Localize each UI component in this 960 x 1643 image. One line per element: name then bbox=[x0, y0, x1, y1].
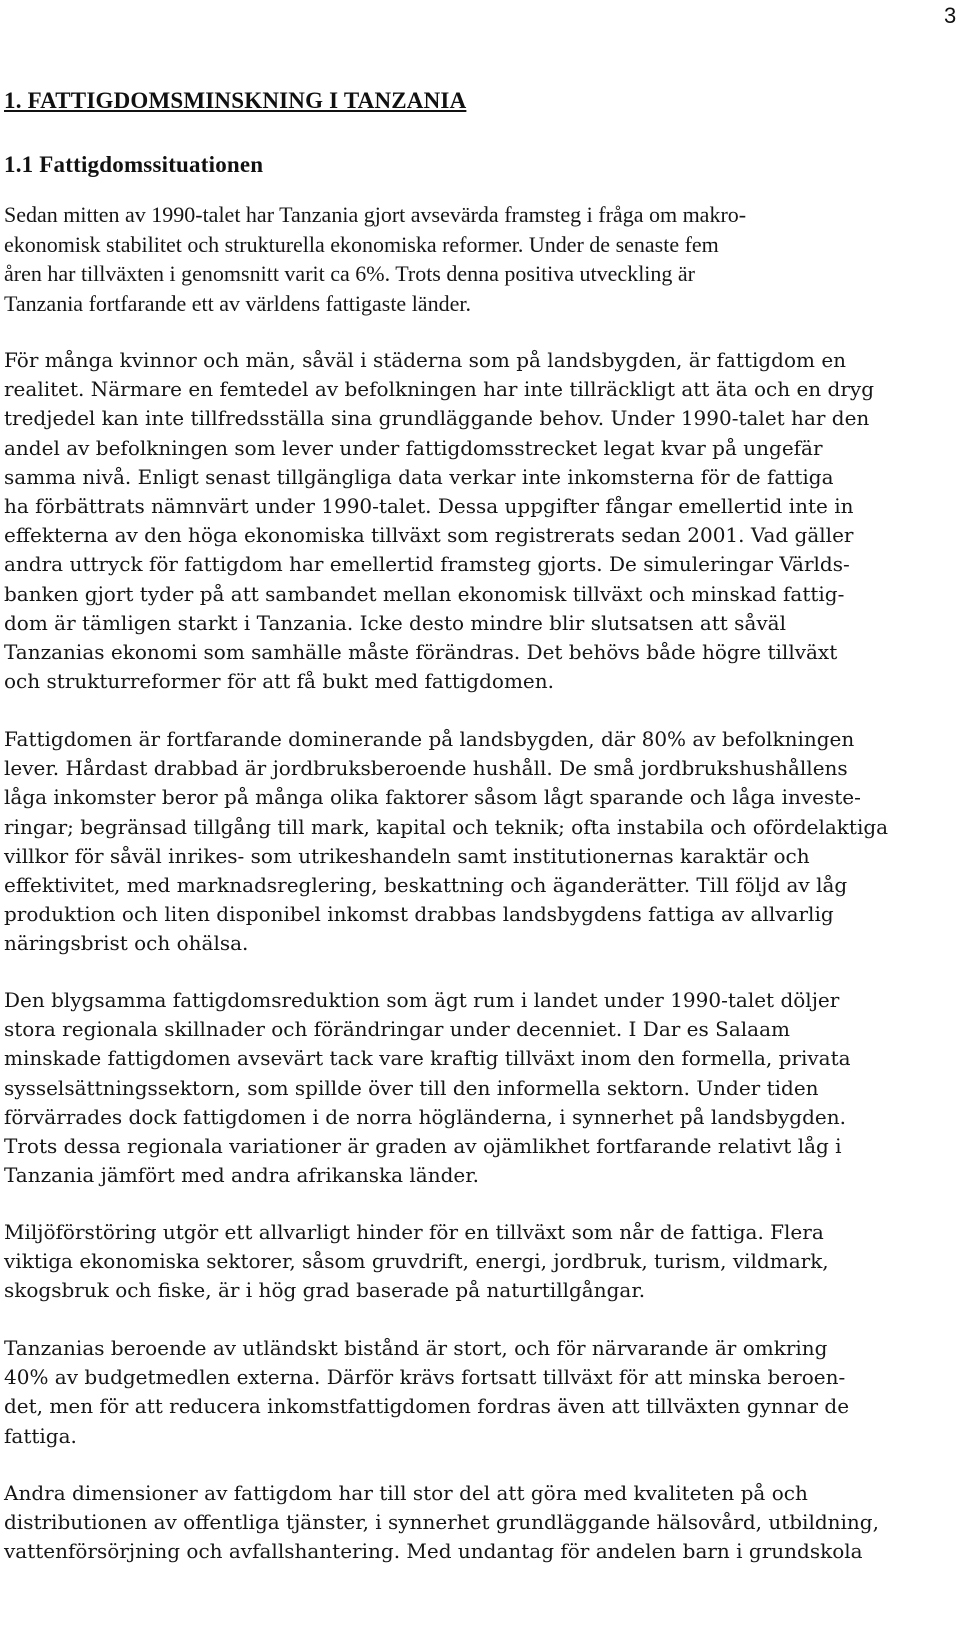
text-line: Tanzania jämfört med andra afrikanska länder. bbox=[4, 1163, 479, 1188]
text-line: andra uttryck för fattigdom har emellertid framsteg gjorts. De simuleringar Världs- bbox=[4, 552, 850, 577]
paragraph bbox=[4, 1479, 879, 1567]
text-line: fattiga. bbox=[4, 1423, 77, 1448]
section-heading: 1.1 Fattigdomssituationen bbox=[4, 152, 264, 177]
text-line: låga inkomster beror på många olika faktorer såsom lågt sparande och låga investe- bbox=[4, 785, 861, 810]
text-line: Trots dessa regionala variationer är graden av ojämlikhet fortfarande relativt låg i bbox=[4, 1133, 842, 1158]
text-line: ha förbättrats nämnvärt under 1990-talet. Dessa uppgifter fångar emellertid inte in bbox=[4, 493, 854, 518]
text-line: Tanzanias beroende av utländskt bistånd är stort, och för närvarande är omkring bbox=[4, 1336, 828, 1360]
text-line: skogsbruk och fiske, är i hög grad baserade på naturtillgångar. bbox=[4, 1278, 646, 1303]
text-line: realitet. Närmare en femtedel av befolkningen har inte tillräckligt att äta och en dryg bbox=[4, 377, 874, 402]
text-line: Sedan mitten av 1990-talet har Tanzania gjort avsevärda framsteg i fråga om makro- bbox=[4, 202, 747, 227]
page-number: 3 bbox=[944, 3, 957, 28]
text-line: Tanzanias ekonomi som samhälle måste förändras. Det behövs både högre tillväxt bbox=[4, 639, 838, 664]
text-line: åren har tillväxten i genomsnitt varit ca 6%. Trots denna positiva utveckling är bbox=[4, 261, 696, 287]
text-line: 40% av budgetmedlen externa. Därför krävs fortsatt tillväxt för att minska beroen- bbox=[4, 1365, 846, 1390]
text-line: Tanzania fortfarande ett av världens fattigaste länder. bbox=[4, 290, 471, 316]
text-line: Andra dimensioner av fattigdom har till stor del att göra med kvaliteten på och bbox=[4, 1481, 808, 1505]
paragraph bbox=[4, 1334, 849, 1451]
paragraph bbox=[4, 346, 874, 696]
text-line: näringsbrist och ohälsa. bbox=[4, 931, 249, 956]
text-line: distributionen av offentliga tjänster, i synnerhet grundläggande hälsovård, utbildning, bbox=[4, 1510, 879, 1535]
text-line: sysselsättningssektorn, som spillde över till den informella sektorn. Under tiden bbox=[4, 1075, 819, 1100]
paragraph bbox=[4, 986, 851, 1190]
text-line: Den blygsamma fattigdomsreduktion som ägt rum i landet under 1990-talet döljer bbox=[4, 988, 840, 1012]
text-line: Fattigdomen är fortfarande dominerande på landsbygden, där 80% av befolkningen bbox=[4, 727, 855, 751]
text-line: ekonomisk stabilitet och strukturella ekonomiska reformer. Under de senaste fem bbox=[4, 231, 719, 257]
text-line: andel av befolkningen som lever under fattigdomsstrecket legat kvar på ungefär bbox=[4, 435, 823, 460]
text-line: det, men för att reducera inkomstfattigdomen fordras även att tillväxten gynnar de bbox=[4, 1394, 850, 1419]
text-line: viktiga ekonomiska sektorer, såsom gruvdrift, energi, jordbruk, turism, vildmark, bbox=[4, 1249, 829, 1274]
chapter-heading: 1. FATTIGDOMSMINSKNING I TANZANIA bbox=[4, 88, 467, 113]
text-line: och strukturreformer för att få bukt med fattigdomen. bbox=[4, 669, 554, 694]
paragraph bbox=[4, 1218, 829, 1306]
text-line: banken gjort tyder på att sambandet mellan ekonomisk tillväxt och minskad fattig- bbox=[4, 581, 845, 606]
text-line: Miljöförstöring utgör ett allvarligt hinder för en tillväxt som når de fattiga. Flera bbox=[4, 1220, 824, 1244]
text-line: effektivitet, med marknadsreglering, beskattning och äganderätter. Till följd av låg bbox=[4, 872, 848, 897]
text-line: samma nivå. Enligt senast tillgängliga data verkar inte inkomsterna för de fattiga bbox=[4, 464, 834, 489]
text-line: För många kvinnor och män, såväl i städerna som på landsbygden, är fattigdom en bbox=[4, 348, 847, 372]
text-line: lever. Hårdast drabbad är jordbruksberoende hushåll. De små jordbrukshushållens bbox=[4, 756, 848, 781]
paragraph bbox=[4, 200, 746, 318]
text-line: minskade fattigdomen avsevärt tack vare kraftig tillväxt inom den formella, privata bbox=[4, 1046, 851, 1071]
text-line: tredjedel kan inte tillfredsställa sina grundläggande behov. Under 1990-talet har den bbox=[4, 406, 870, 431]
text-line: dom är tämligen starkt i Tanzania. Icke desto mindre blir slutsatsen att såväl bbox=[4, 610, 786, 635]
text-line: ringar; begränsad tillgång till mark, kapital och teknik; ofta instabila och ofördelaktiga bbox=[4, 814, 889, 839]
text-line: vattenförsörjning och avfallshantering. Med undantag för andelen barn i grundskola bbox=[4, 1539, 863, 1564]
paragraph bbox=[4, 725, 888, 959]
text-line: förvärrades dock fattigdomen i de norra högländerna, i synnerhet på landsbygden. bbox=[4, 1104, 846, 1129]
text-line: stora regionala skillnader och förändringar under decenniet. I Dar es Salaam bbox=[4, 1017, 790, 1042]
text-line: effekterna av den höga ekonomiska tillväxt som registrerats sedan 2001. Vad gäller bbox=[4, 523, 854, 548]
text-line: produktion och liten disponibel inkomst drabbas landsbygdens fattiga av allvarlig bbox=[4, 902, 834, 927]
text-line: villkor för såväl inrikes- som utrikeshandeln samt institutionernas karaktär och bbox=[4, 843, 810, 868]
